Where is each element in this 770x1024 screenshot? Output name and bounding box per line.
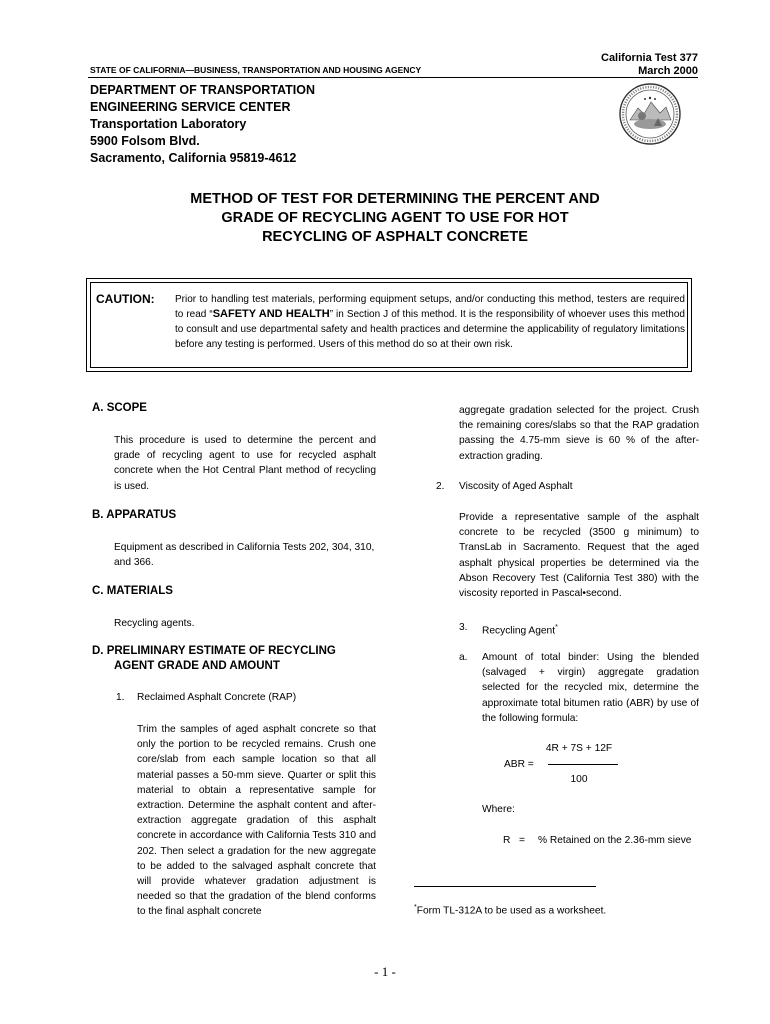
caution-text-end: ” in Section J of this method. It is the responsibility of whoever uses this method to consult and use departmental safety and health practices and determine the applicability of regulatory limitations before any testing is performed. Users of this method do so at their own risk. xyxy=(175,309,685,350)
apparatus-text: Equipment as described in California Tests 202, 304, 310, and 366. xyxy=(114,542,375,569)
document-title xyxy=(90,190,700,247)
agency-line: STATE OF CALIFORNIA—BUSINESS, TRANSPORTATION AND HOUSING AGENCY xyxy=(90,65,422,75)
item-a-text: Amount of total binder: Using the blended (salvaged + virgin) aggregate gradation selected for the recycled mix, determine the approximate total bitumen ratio (ABR) by use of the following formula: xyxy=(482,652,699,724)
department-line: DEPARTMENT OF TRANSPORTATION xyxy=(90,83,315,97)
scope-heading: A. SCOPE xyxy=(92,402,147,414)
title-line: RECYCLING OF ASPHALT CONCRETE xyxy=(262,229,528,245)
caution-emphasis: SAFETY AND HEALTH xyxy=(212,308,330,320)
materials-text: Recycling agents. xyxy=(114,618,195,629)
item1-text: Trim the samples of aged asphalt concrete so that only the portion to be recycled remains. Crush one core/slab from each sample location so that all material passes a 50-mm sieve. Quarter or split this material to obtain a representative sample for extraction. Determine the asphalt content and after-extraction aggregate gradation of this asphalt concrete in accordance with California Tests 310 and 202. Then select a gradation for the new aggregate to be added to the salvaged asphalt concrete that will provide whatever gradation adjustment is needed so that the gradation of the blend conforms to the final asphalt concrete xyxy=(137,724,376,918)
formula-numerator: 4R + 7S + 12F xyxy=(545,743,613,754)
item3-footnote-mark: * xyxy=(555,624,558,631)
header-rule xyxy=(88,77,698,78)
test-number: California Test 377 xyxy=(601,52,698,64)
footnote-rule xyxy=(414,886,596,887)
test-date: March 2000 xyxy=(638,65,698,77)
formula-lhs: ABR = xyxy=(504,759,534,770)
footnote-text: Form TL-312A to be used as a worksheet. xyxy=(416,905,607,917)
item1-number: 1. xyxy=(116,692,125,703)
item2-text: Provide a representative sample of the asphalt concrete to be recycled (3500 g minimum) to TransLab in Sacramento. Request that the aged asphalt physical properties be determined via the Abson Recovery Test (California Test 380) with the viscosity reported in Pascal•second. xyxy=(459,512,699,600)
item1-title: Reclaimed Asphalt Concrete (RAP) xyxy=(137,692,297,703)
scope-text: This procedure is used to determine the percent and grade of recycling agent to use for recycled asphalt concrete when the Hot Central Plant method of recycling is used. xyxy=(114,435,376,492)
prelim-heading-line2: AGENT GRADE AND AMOUNT xyxy=(114,660,280,672)
item3-title-text: Recycling Agent xyxy=(482,625,556,637)
item3-title xyxy=(482,620,558,639)
caution-label: CAUTION: xyxy=(96,292,155,306)
definition-variable: R xyxy=(503,835,511,846)
formula-denominator: 100 xyxy=(570,774,588,785)
department-line: Sacramento, California 95819-4612 xyxy=(90,151,297,165)
footnote-mark: * xyxy=(414,904,417,911)
title-line: METHOD OF TEST FOR DETERMINING THE PERCENT AND xyxy=(190,191,600,207)
state-seal-icon xyxy=(618,82,682,146)
footnote xyxy=(414,900,606,919)
item2-number: 2. xyxy=(436,481,445,492)
where-label: Where: xyxy=(482,804,515,815)
materials-heading: C. MATERIALS xyxy=(92,585,173,597)
title-line: GRADE OF RECYCLING AGENT TO USE FOR HOT xyxy=(221,210,569,226)
apparatus-heading: B. APPARATUS xyxy=(92,509,177,521)
department-line: 5900 Folsom Blvd. xyxy=(90,134,200,148)
definition-equals: = xyxy=(519,835,525,846)
department-block xyxy=(90,82,315,167)
caution-text-start: Prior to handling test materials, performing equipment setups, and/or conducting this method, testers are required to read “ xyxy=(175,294,685,320)
department-line: Transportation Laboratory xyxy=(90,117,247,131)
item3-number: 3. xyxy=(459,622,468,633)
fraction-bar xyxy=(548,764,618,765)
prelim-heading-line1: D. PRELIMINARY ESTIMATE OF RECYCLING xyxy=(92,645,336,657)
page-number: - 1 - xyxy=(374,964,396,979)
item2-title: Viscosity of Aged Asphalt xyxy=(459,481,573,492)
department-line: ENGINEERING SERVICE CENTER xyxy=(90,100,291,114)
caution-text xyxy=(175,292,685,352)
definition-text: % Retained on the 2.36-mm sieve xyxy=(538,835,692,846)
continued-text: aggregate gradation selected for the project. Crush the remaining cores/slabs so that the RAP gradation passing the 4.75-mm sieve is 60 % of the after-extraction grading. xyxy=(459,405,699,462)
item-a-label: a. xyxy=(459,652,468,663)
